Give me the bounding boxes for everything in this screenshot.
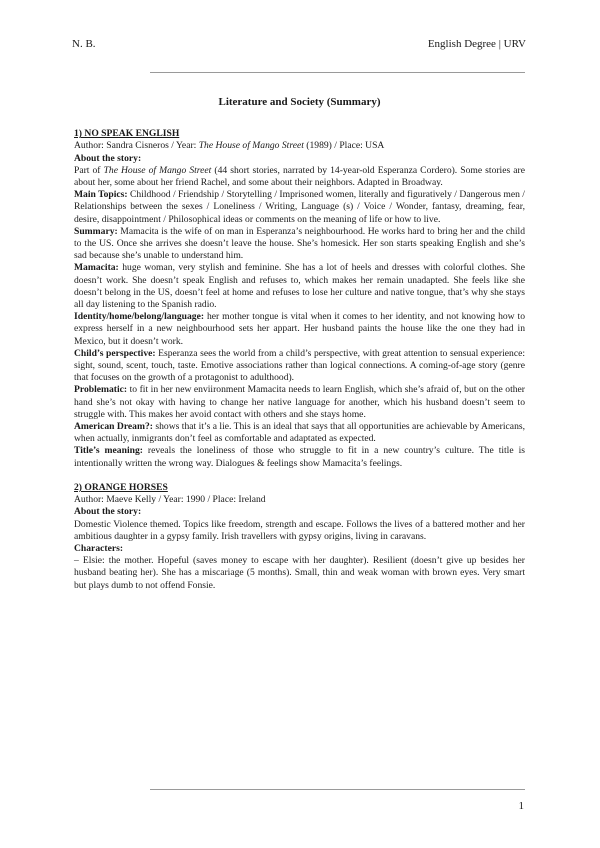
- elsie-character-paragraph: – Elsie: the mother. Hopeful (saves money to escape with her daughter). Resilient (doesn’t give up besides her husband beating her). She has a miscariage (5 months). Small, thin and weak woman with brown eyes. Very smart but plays dumb to not offend Fonsie.: [74, 555, 525, 591]
- footer-divider: [150, 789, 525, 790]
- mamacita-label: Mamacita:: [74, 262, 119, 274]
- mamacita-text: huge woman, very stylish and feminine. She has a lot of heels and dresses with colorful clothes. She doesn’t work. She doesn’t speak English and refuses to, which makes her remain unadapted. She feels like she doesn’t belong in the US, doesn’t feel at home and refuses to lose her culture and native tongue, that’s why she stays all day listening to the Spanish radio.: [74, 262, 525, 311]
- section-spacer: [74, 470, 525, 482]
- problematic-label: Problematic:: [74, 384, 128, 396]
- identity-paragraph: [74, 311, 525, 348]
- problematic-text: to fit in her new enviironment Mamacita needs to learn English, which she’s afraid of, but on the other hand she’s not okay with having to change her native language for another, which his husband doesn’t seem to struggle with. This makes her avoid contact with others and she stays home.: [74, 384, 525, 420]
- problematic-paragraph: [74, 384, 525, 421]
- about-story-label: About the story:: [74, 152, 142, 164]
- orange-horses-author-line: Author: Maeve Kelly / Year: 1990 / Place: Ireland: [74, 494, 266, 506]
- title-meaning-paragraph: [74, 445, 525, 469]
- document-title: Literature and Society (Summary): [218, 96, 381, 108]
- author-line: [74, 140, 525, 152]
- author-suffix: (1989) / Place: USA: [303, 140, 385, 152]
- main-topics-paragraph: [74, 189, 525, 226]
- characters-label: Characters:: [74, 542, 124, 554]
- header-divider: [150, 72, 525, 73]
- about-prefix: Part of: [74, 164, 104, 176]
- about-story-paragraph: [74, 165, 525, 189]
- child-perspective-text: Esperanza sees the world from a child’s perspective, with great attention to sensual experience: sight, sound, scent, touch, taste. Emotive associations rather than logical connections. A coming-of-age story (genre that focuses on the growth of a protagonist to adulthood).: [74, 347, 526, 384]
- header-course: English Degree | URV: [427, 38, 526, 50]
- header-author-initials: N. B.: [72, 38, 96, 50]
- title-meaning-label: Title’s meaning:: [74, 445, 143, 457]
- orange-horses-about-paragraph: Domestic Violence themed. Topics like freedom, strength and escape. Follows the lives of a battered mother and her ambitious daughter in a gypsy family. Irish travellers with gypsy origins, living in caravans.: [74, 518, 525, 542]
- main-content: [74, 96, 525, 592]
- about-text: (44 short stories, narrated by 14-year-old Esperanza Cordero). Some stories are about her, some about her friend Rachel, and some about their neighbors. Adapted in Broadway.: [74, 164, 525, 189]
- title-meaning-text: reveals the loneliness of those who struggle to fit in a new country’s culture. The title is intentionally written the wrong way. Dialogues & feelings show Mamacita’s feelings.: [74, 445, 525, 469]
- mamacita-paragraph: [74, 262, 525, 311]
- identity-text: her mother tongue is vital when it comes to her identity, and not knowing how to express herself in a new neighbourhood sets her appart. Her husband paints the house like the one they had in Mexico, but it doesn’t work.: [74, 311, 525, 347]
- author-prefix: Author: Sandra Cisneros / Year:: [74, 140, 199, 152]
- main-topics-text: Childhood / Friendship / Storytelling / Imprisoned women, literally and figuratively / Dangerous men / Relationships between the sexes / Loneliness / Writing, Language (s) / Voice / Wonder, fantasy, dreaming, fear, desire, disappointment / Philosophical ideas or comments on the meaning of life or how to live.: [74, 189, 525, 225]
- american-dream-paragraph: [74, 421, 525, 445]
- about-book-title: The House of Mango Street: [103, 164, 212, 176]
- main-topics-label: Main Topics:: [74, 189, 128, 201]
- american-dream-text: shows that it’s a lie. This is an ideal that says that all opportunities are achievable by Americans, when actually, inmigrants don’t feel as comfortable and adaptated as expected.: [74, 421, 525, 445]
- identity-label: Identity/home/belong/language:: [74, 311, 205, 323]
- page-number: 1: [518, 800, 524, 812]
- section-heading-orange-horses: 2) ORANGE HORSES: [74, 481, 168, 493]
- book-title: The House of Mango Street: [198, 140, 304, 152]
- summary-text: Mamacita is the wife of on man in Esperanza’s neighbourhood. He works hard to bring her and the child to the US. Once she arrives she doesn’t leave the house. She’s homesick. Her son starts speaking English and she’s sad because she’s unable to understand him.: [74, 225, 525, 262]
- section-heading-no-speak-english: 1) NO SPEAK ENGLISH: [74, 128, 180, 140]
- child-perspective-paragraph: [74, 348, 525, 385]
- child-perspective-label: Child’s perspective:: [74, 347, 156, 359]
- summary-label: Summary:: [74, 225, 118, 237]
- summary-paragraph: [74, 226, 525, 263]
- orange-horses-about-label: About the story:: [74, 506, 142, 518]
- american-dream-label: American Dream?:: [74, 421, 153, 433]
